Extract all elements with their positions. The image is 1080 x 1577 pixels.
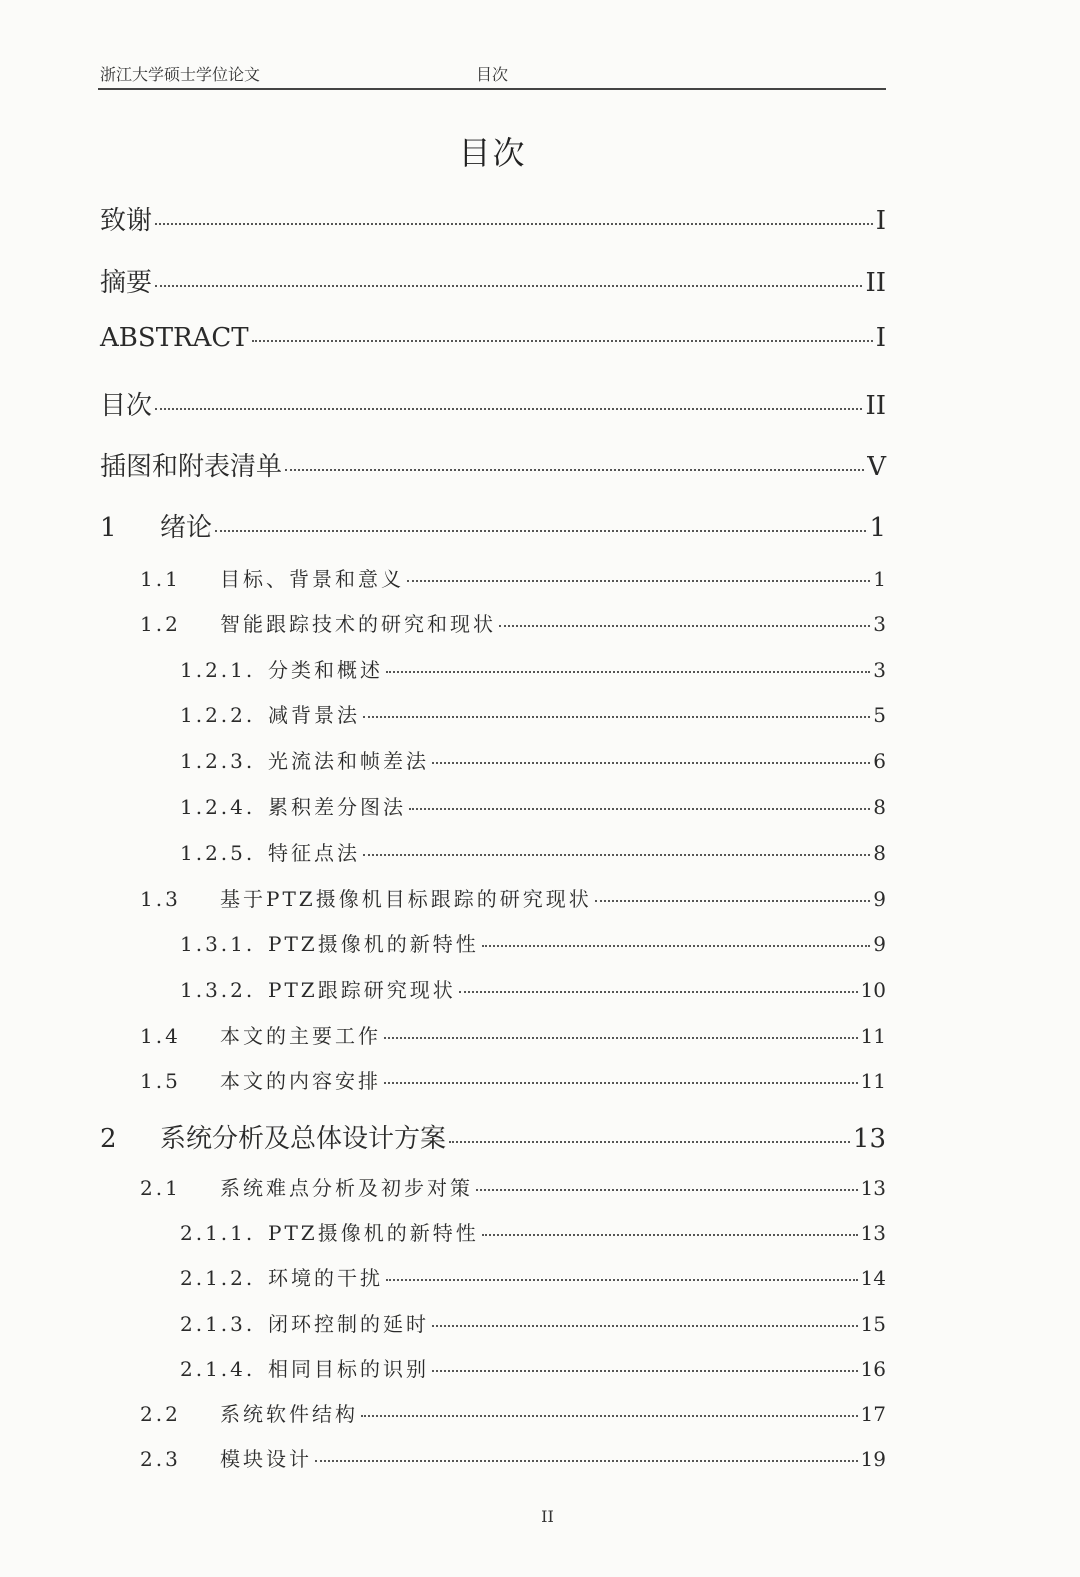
toc-entry-page: 1 <box>873 567 886 591</box>
toc-entry-page: 19 <box>860 1447 886 1471</box>
toc-entry-page: V <box>867 452 886 482</box>
toc-leader-dots <box>285 469 864 471</box>
toc-leader-dots <box>155 223 873 225</box>
toc-entry[interactable] <box>100 262 886 298</box>
toc-leader-dots <box>482 1234 858 1236</box>
toc-entry-title: 特征点法 <box>268 841 360 865</box>
toc-entry[interactable] <box>100 200 886 236</box>
toc-entry-page: 17 <box>860 1402 886 1426</box>
toc-entry-page: 13 <box>860 1176 886 1200</box>
toc-entry-title: 环境的干扰 <box>268 1266 383 1290</box>
toc-entry-page: 8 <box>873 795 886 819</box>
toc-entry-title: PTZ跟踪研究现状 <box>268 978 456 1002</box>
toc-entry-page: 5 <box>873 703 886 727</box>
toc-entry-number: 1.2.5. <box>180 841 256 865</box>
toc-leader-dots <box>384 1037 858 1039</box>
toc-leader-dots <box>363 854 870 856</box>
toc-leader-dots <box>361 1415 858 1417</box>
toc-entry-title: 模块设计 <box>220 1447 312 1471</box>
toc-entry-number: 1.3 <box>140 887 181 911</box>
toc-entry-page: I <box>875 206 886 236</box>
toc-entry-page: 3 <box>873 658 886 682</box>
toc-entry-number: 1.2.3. <box>180 749 256 773</box>
toc-entry-number: 2.1.3. <box>180 1312 256 1336</box>
toc-leader-dots <box>215 530 866 532</box>
page-title: 目次 <box>458 134 527 172</box>
toc-entry-number: 2 <box>100 1124 117 1154</box>
toc-entry-number: 2.1 <box>140 1176 181 1200</box>
toc-leader-dots <box>432 762 870 764</box>
toc-leader-dots <box>595 900 871 902</box>
toc-entry-page: 14 <box>860 1266 886 1290</box>
toc-entry-page: II <box>865 268 886 298</box>
toc-entry[interactable] <box>100 507 886 543</box>
toc-entry-number: 1.4 <box>140 1024 181 1048</box>
toc-leader-dots <box>384 1082 858 1084</box>
toc-entry-page: 9 <box>873 887 886 911</box>
toc-entry-title: 本文的内容安排 <box>220 1069 381 1093</box>
header-section-name: 目次 <box>476 65 509 84</box>
toc-entry[interactable] <box>140 1020 886 1056</box>
toc-entry-number: 1.5 <box>140 1069 181 1093</box>
toc-entry[interactable] <box>140 608 886 644</box>
toc-leader-dots <box>363 716 870 718</box>
toc-leader-dots <box>252 340 873 342</box>
toc-entry-page: 9 <box>873 932 886 956</box>
toc-entry[interactable] <box>180 699 886 735</box>
toc-entry-page: II <box>865 391 886 421</box>
toc-entry-page: 13 <box>860 1221 886 1245</box>
toc-entry-title: 基于PTZ摄像机目标跟踪的研究现状 <box>220 887 592 911</box>
toc-entry[interactable] <box>180 791 886 827</box>
toc-entry-title: 致谢 <box>100 206 153 236</box>
toc-entry-title: 闭环控制的延时 <box>268 1312 429 1336</box>
toc-leader-dots <box>155 285 862 287</box>
toc-entry-number: 2.1.4. <box>180 1357 256 1381</box>
toc-entry-title: ABSTRACT <box>100 323 249 353</box>
toc-leader-dots <box>386 671 870 673</box>
toc-leader-dots <box>409 808 870 810</box>
toc-leader-dots <box>386 1279 858 1281</box>
page-number: II <box>541 1507 554 1526</box>
toc-entry[interactable] <box>180 654 886 690</box>
toc-entry-title: 目次 <box>100 391 153 421</box>
toc-entry-number: 1.2.1. <box>180 658 256 682</box>
toc-leader-dots <box>459 991 858 993</box>
toc-entry[interactable] <box>100 323 886 359</box>
toc-entry-number: 1 <box>100 513 117 543</box>
toc-entry-title: 摘要 <box>100 268 153 298</box>
toc-entry-page: 10 <box>860 978 886 1002</box>
toc-entry-page: 1 <box>869 513 886 543</box>
toc-entry[interactable] <box>140 1172 886 1208</box>
toc-entry[interactable] <box>140 883 886 919</box>
toc-entry-number: 1.2 <box>140 612 181 636</box>
toc-entry-title: 减背景法 <box>268 703 360 727</box>
toc-entry[interactable] <box>140 1398 886 1434</box>
toc-entry-number: 1.2.2. <box>180 703 256 727</box>
toc-entry-number: 1.3.2. <box>180 978 256 1002</box>
toc-entry-title: 目标、背景和意义 <box>220 567 404 591</box>
toc-entry-title: 插图和附表清单 <box>100 452 283 482</box>
toc-leader-dots <box>499 625 870 627</box>
toc-entry-number: 1.2.4. <box>180 795 256 819</box>
toc-entry-title: 系统软件结构 <box>220 1402 358 1426</box>
toc-entry-title: 光流法和帧差法 <box>268 749 429 773</box>
toc-leader-dots <box>432 1325 858 1327</box>
toc-entry-number: 2.3 <box>140 1447 181 1471</box>
toc-leader-dots <box>315 1460 858 1462</box>
toc-entry-title: 累积差分图法 <box>268 795 406 819</box>
toc-entry-title: 相同目标的识别 <box>268 1357 429 1381</box>
toc-entry-page: 11 <box>860 1069 886 1093</box>
toc-entry-number: 1.1 <box>140 567 181 591</box>
toc-entry-number: 2.1.1. <box>180 1221 256 1245</box>
toc-entry[interactable] <box>180 928 886 964</box>
toc-entry-number: 2.1.2. <box>180 1266 256 1290</box>
toc-entry-page: 3 <box>873 612 886 636</box>
toc-entry-title: 分类和概述 <box>268 658 383 682</box>
toc-entry[interactable] <box>140 1065 886 1101</box>
toc-entry[interactable] <box>180 1308 886 1344</box>
toc-entry-number: 2.2 <box>140 1402 181 1426</box>
toc-leader-dots <box>155 408 862 410</box>
toc-entry-page: 16 <box>860 1357 886 1381</box>
toc-entry-page: 15 <box>860 1312 886 1336</box>
toc-entry[interactable] <box>140 1443 886 1479</box>
toc-leader-dots <box>476 1189 858 1191</box>
toc-entry-page: 8 <box>873 841 886 865</box>
toc-entry-page: 11 <box>860 1024 886 1048</box>
toc-entry-title: 本文的主要工作 <box>220 1024 381 1048</box>
toc-entry-title: 系统难点分析及初步对策 <box>220 1176 473 1200</box>
toc-entry-title: 智能跟踪技术的研究和现状 <box>220 612 496 636</box>
toc-entry[interactable] <box>100 385 886 421</box>
toc-entry-title: 绪论 <box>160 513 213 543</box>
toc-leader-dots <box>407 580 870 582</box>
toc-entry[interactable] <box>140 563 886 599</box>
toc-entry-page: I <box>875 323 886 353</box>
toc-leader-dots <box>432 1370 858 1372</box>
toc-entry-page: 6 <box>873 749 886 773</box>
header-thesis-name: 浙江大学硕士学位论文 <box>100 65 261 84</box>
toc-entry[interactable] <box>180 1353 886 1389</box>
toc-leader-dots <box>449 1141 850 1143</box>
toc-entry-title: PTZ摄像机的新特性 <box>268 1221 479 1245</box>
toc-leader-dots <box>482 945 871 947</box>
toc-entry[interactable] <box>180 837 886 873</box>
toc-entry[interactable] <box>180 1262 886 1298</box>
toc-entry-page: 13 <box>852 1124 886 1154</box>
toc-entry-number: 1.3.1. <box>180 932 256 956</box>
toc-entry[interactable] <box>180 745 886 781</box>
toc-entry[interactable] <box>100 446 886 482</box>
toc-entry[interactable] <box>180 974 886 1010</box>
toc-entry-title: 系统分析及总体设计方案 <box>160 1124 447 1154</box>
toc-entry[interactable] <box>100 1118 886 1154</box>
toc-entry[interactable] <box>180 1217 886 1253</box>
toc-entry-title: PTZ摄像机的新特性 <box>268 932 479 956</box>
